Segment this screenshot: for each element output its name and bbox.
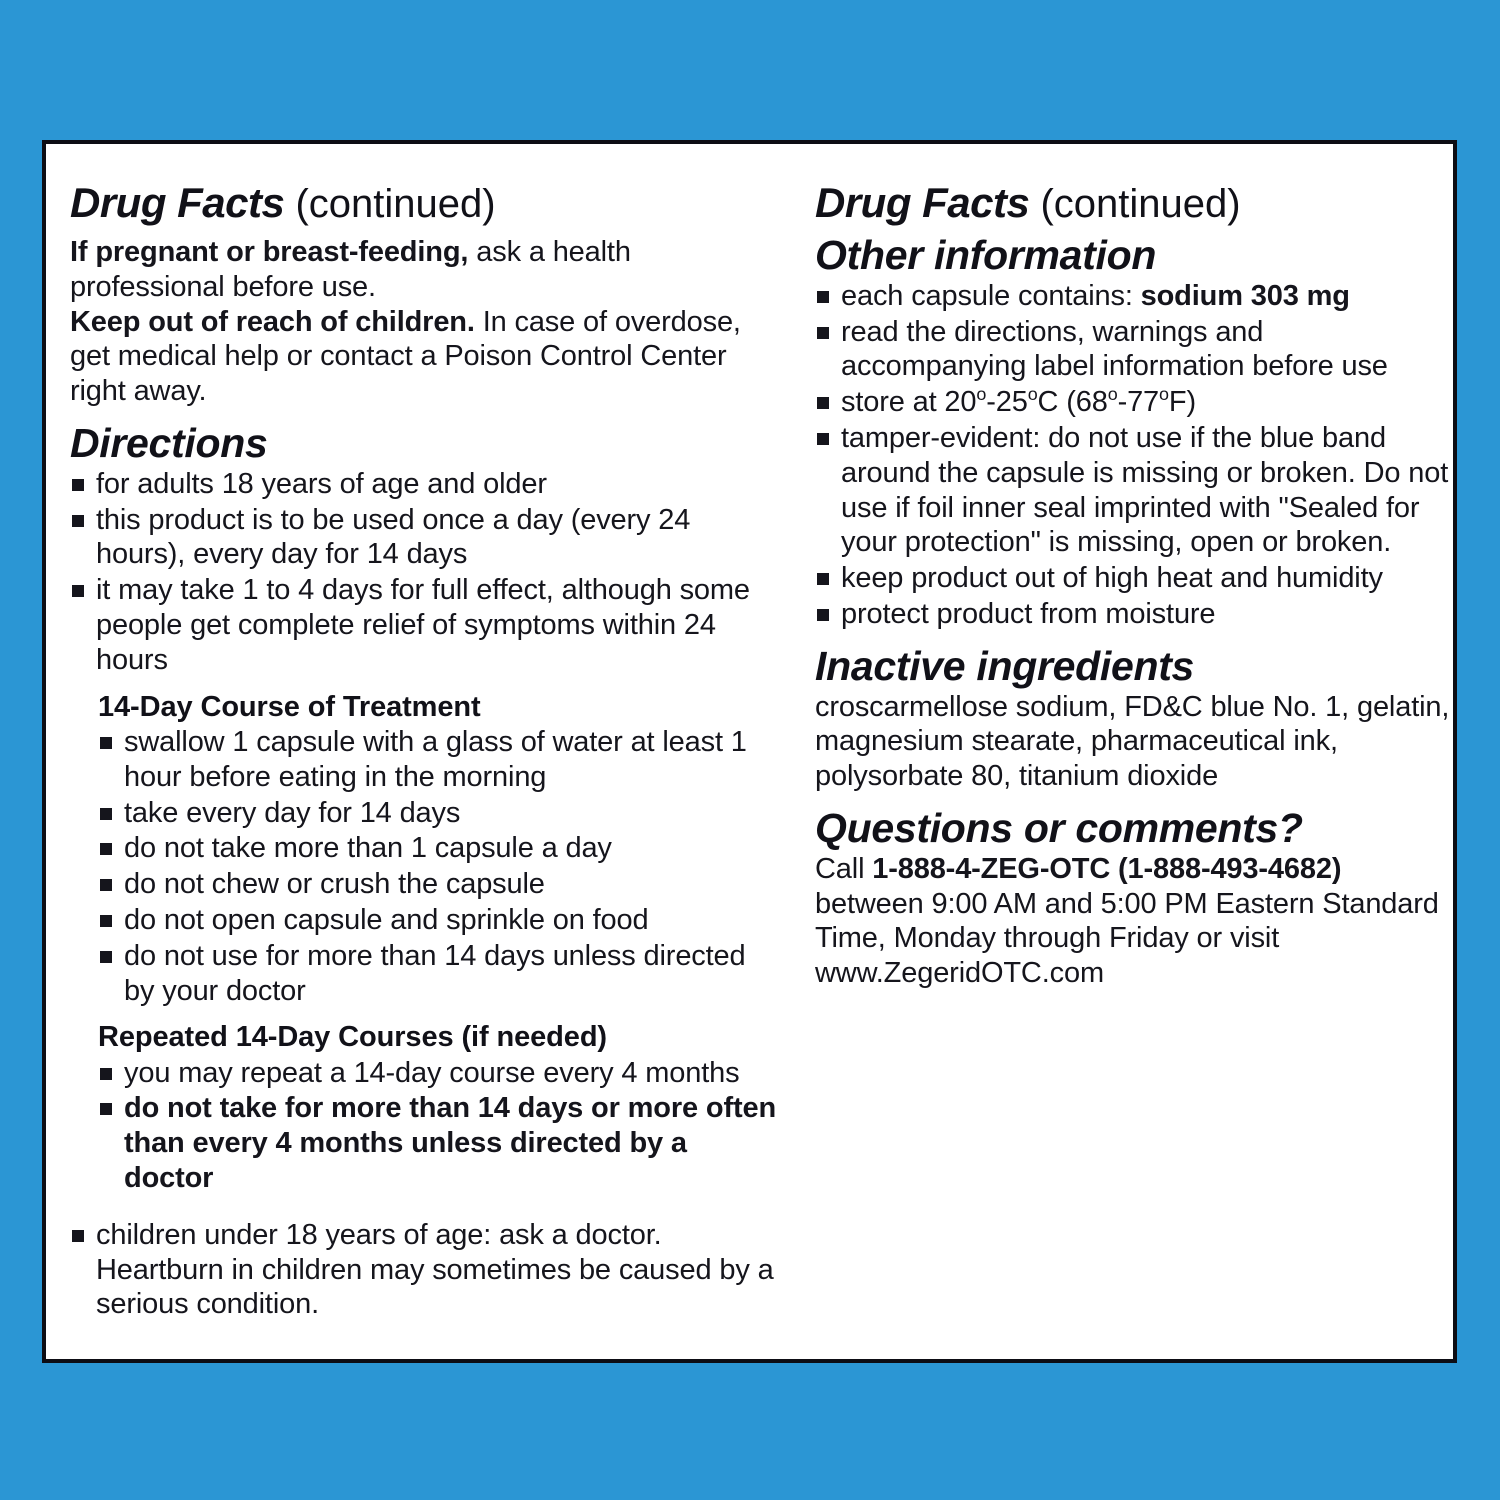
- repeated-courses-bullet-list: [98, 1056, 781, 1196]
- list-item: read the directions, warnings and accompanying label information before use: [815, 315, 1451, 385]
- list-item: do not chew or crush the capsule: [98, 867, 781, 902]
- directions-bullet-list: [70, 467, 781, 678]
- keep-out-of-reach-rest: In case of overdose, get medical help or contact a Poison Control Center right away.: [70, 305, 741, 408]
- left-drug-facts-title: [70, 179, 781, 226]
- capsule-contains-label: each capsule contains:: [841, 279, 1141, 312]
- list-item: this product is to be used once a day (every 24 hours), every day for 14 days: [70, 503, 781, 573]
- degree-icon: o: [1107, 384, 1118, 405]
- list-item: swallow 1 capsule with a glass of water at least 1 hour before eating in the morning: [98, 725, 781, 795]
- list-item: do not take more than 1 capsule a day: [98, 831, 781, 866]
- drug-facts-wordmark: Drug Facts: [70, 179, 285, 226]
- questions-or-comments-heading: Questions or comments?: [815, 804, 1303, 851]
- degree-icon: o: [1027, 384, 1038, 405]
- repeated-courses-subheading: Repeated 14-Day Courses (if needed): [98, 1021, 607, 1054]
- list-item: for adults 18 years of age and older: [70, 467, 781, 502]
- inactive-ingredients-text: croscarmellose sodium, FD&C blue No. 1, gelatin, magnesium stearate, pharmaceutical ink, polysorbate 80, titanium dioxide: [815, 690, 1450, 793]
- list-item: protect product from moisture: [815, 597, 1451, 632]
- storage-mid-3: -77: [1117, 386, 1160, 419]
- list-item: keep product out of high heat and humidity: [815, 561, 1451, 596]
- call-prefix: Call: [815, 852, 873, 885]
- drug-facts-label-panel: [42, 140, 1457, 1363]
- right-drug-facts-title: [815, 179, 1451, 226]
- children-under-18-bullet-list: [70, 1218, 781, 1322]
- degree-icon: o: [1159, 384, 1169, 405]
- inactive-ingredients-heading: Inactive ingredients: [815, 642, 1195, 689]
- pregnancy-warning-rest: ask a health professional before use.: [70, 236, 631, 303]
- other-information-heading: Other information: [815, 232, 1157, 278]
- drug-facts-continued-label: (continued): [284, 182, 496, 226]
- list-item: tamper-evident: do not use if the blue band around the capsule is missing or broken. Do not use if foil inner seal imprinted with "Sealed for your protection" is missing, open or broken.: [815, 421, 1451, 560]
- other-information-bullet-list: [815, 279, 1451, 632]
- directions-heading: Directions: [70, 419, 268, 466]
- pregnancy-warning-bold: If pregnant or breast-feeding,: [70, 236, 469, 268]
- fourteen-day-course-subheading: 14-Day Course of Treatment: [98, 690, 481, 723]
- list-item: [815, 385, 1451, 420]
- degree-icon: o: [976, 384, 987, 405]
- storage-mid-2: C (68: [1037, 386, 1108, 419]
- phone-number: 1-888-4-ZEG-OTC (1-888-493-4682): [872, 852, 1342, 885]
- label-columns: [46, 144, 1453, 1359]
- list-item: children under 18 years of age: ask a doctor. Heartburn in children may sometimes be caused by a serious condition.: [70, 1218, 781, 1322]
- keep-out-of-reach-bold: Keep out of reach of children.: [70, 305, 475, 338]
- drug-facts-wordmark: Drug Facts: [815, 179, 1030, 226]
- sodium-amount-value: sodium 303 mg: [1140, 279, 1350, 312]
- list-item: it may take 1 to 4 days for full effect, although some people get complete relief of symptoms within 24 hours: [70, 573, 781, 677]
- questions-contact-text: [815, 852, 1451, 991]
- storage-suffix: F): [1168, 386, 1196, 419]
- keep-out-of-reach-warning: [70, 305, 781, 409]
- list-item: do not use for more than 14 days unless directed by your doctor: [98, 939, 781, 1009]
- fourteen-day-course-bullet-list: [98, 725, 781, 1008]
- left-column: [46, 144, 791, 1359]
- list-item: [815, 279, 1451, 314]
- call-suffix: between 9:00 AM and 5:00 PM Eastern Standard Time, Monday through Friday or visit www.ZegeridOTC.com: [815, 887, 1439, 990]
- list-item: take every day for 14 days: [98, 796, 781, 831]
- list-item: do not open capsule and sprinkle on food: [98, 903, 781, 938]
- list-item: you may repeat a 14-day course every 4 months: [98, 1056, 781, 1091]
- storage-mid-1: -25: [986, 386, 1028, 419]
- drug-facts-continued-label: (continued): [1029, 182, 1241, 226]
- list-item: do not take for more than 14 days or more often than every 4 months unless directed by a doctor: [98, 1091, 781, 1195]
- storage-prefix: store at 20: [841, 386, 977, 419]
- pregnancy-warning: [70, 235, 781, 305]
- right-column: [791, 144, 1453, 1359]
